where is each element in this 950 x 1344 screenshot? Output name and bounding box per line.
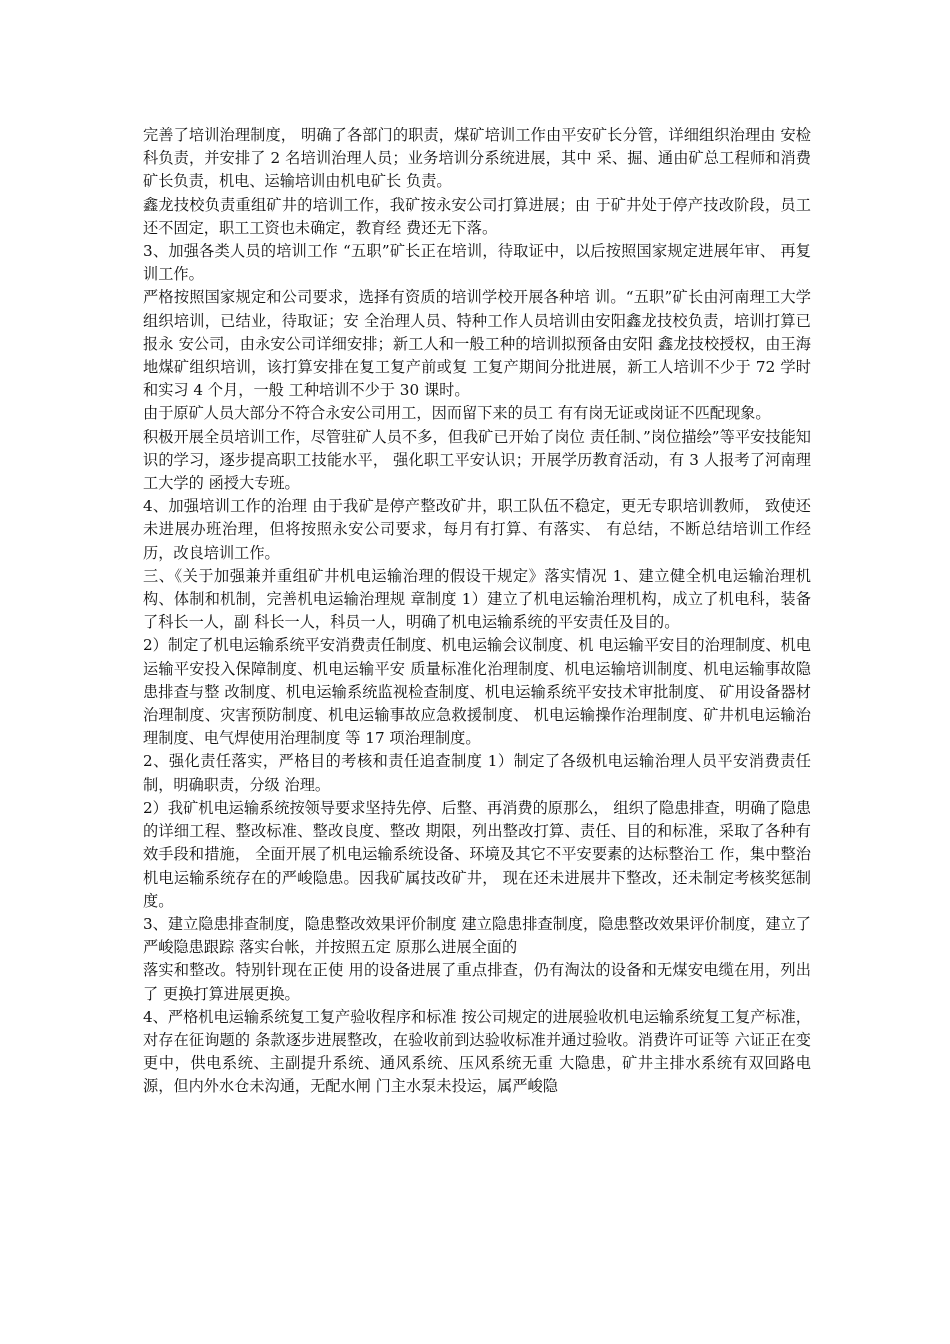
paragraph-4: 严格按照国家规定和公司要求，选择有资质的培训学校开展各种培 训。“五职”矿长由河南理工大学组织培训，已结业，待取证；安 全治理人员、特种工作人员培训由安阳鑫龙技校负责，培训打算已报永 安公司，由永安公司详细安排；新工人和一般工种的培训拟预备由安阳 鑫龙技校授权，由王海地煤矿组织培训，该打算安排在复工复产前或复 工复产期间分批进展，新工人培训不少于 72 学时和实习 4 个月，一般 工种培训不少于 30 课时。 bbox=[143, 288, 811, 400]
paragraph-7: 4、加强培训工作的治理 由于我矿是停产整改矿井，职工队伍不稳定，更无专职培训教师， 致使还未进展办班治理，但将按照永安公司要求，每月有打算、有落实、 有总结，不断总结培训工作经历，改良培训工作。 bbox=[143, 497, 811, 562]
paragraph-12: 3、建立隐患排查制度，隐患整改效果评价制度 建立隐患排查制度，隐患整改效果评价制度，建立了严峻隐患跟踪 落实台帐，并按照五定 原那么进展全面的 bbox=[143, 914, 811, 957]
paragraph-9: 2）制定了机电运输系统平安消费责任制度、机电运输会议制度、机 电运输平安目的治理制度、机电运输平安投入保障制度、机电运输平安 质量标准化治理制度、机电运输培训制度、机电运输事故隐患排查与整 改制度、机电运输系统监视检查制度、机电运输系统平安技术审批制度、 矿用设备器材治理制度、灾害预防制度、机电运输事故应急救援制度、 机电运输操作治理制度、矿井机电运输治理制度、电气焊使用治理制度 等 17 项治理制度。 bbox=[143, 636, 811, 748]
paragraph-5: 由于原矿人员大部分不符合永安公司用工，因而留下来的员工 有有岗无证或岗证不匹配现象。 bbox=[143, 404, 771, 423]
paragraph-14: 4、严格机电运输系统复工复产验收程序和标准 按公司规定的进展验收机电运输系统复工复产标准，对存在征询题的 条款逐步进展整改，在验收前到达验收标准并通过验收。消费许可证等 六证正在变更中，供电系统、主副提升系统、通风系统、压风系统无重 大隐患，矿井主排水系统有双回路电源，但内外水仓未沟通，无配水闸 门主水泵未投运，属严峻隐 bbox=[143, 1007, 811, 1096]
paragraph-3: 3、加强各类人员的培训工作 “五职”矿长正在培训，待取证中，以后按照国家规定进展年审、 再复训工作。 bbox=[143, 242, 811, 284]
paragraph-6: 积极开展全员培训工作，尽管驻矿人员不多，但我矿已开始了岗位 责任制、”岗位描绘”等平安技能知识的学习，逐步提高职工技能水平， 强化职工平安认识；开展学历教育活动，有 3 人报考了河南理工大学的 函授大专班。 bbox=[143, 427, 811, 493]
paragraph-13: 落实和整改。特别针现在正使 用的设备进展了重点排查，仍有淘汰的设备和无煤安电缆在用，列出了 更换打算进展更换。 bbox=[143, 961, 811, 1003]
paragraph-10: 2、强化责任落实，严格目的考核和责任追查制度 1）制定了各级机电运输治理人员平安消费责任制，明确职责，分级 治理。 bbox=[143, 752, 811, 794]
paragraph-8: 三、《关于加强兼并重组矿井机电运输治理的假设干规定》落实情况 1、建立健全机电运输治理机构、体制和机制，完善机电运输治理规 章制度 1）建立了机电运输治理机构，成立了机电科，装备了科长一人，副 科长一人，科员一人，明确了机电运输系统的平安责任及目的。 bbox=[143, 566, 811, 632]
paragraph-2: 鑫龙技校负责重组矿井的培训工作，我矿按永安公司打算进展；由 于矿井处于停产技改阶段，员工还不固定，职工工资也未确定，教育经 费还无下落。 bbox=[143, 195, 811, 237]
paragraph-11: 2）我矿机电运输系统按领导要求坚持先停、后整、再消费的原那么， 组织了隐患排查，明确了隐患的详细工程、整改标准、整改良度、整改 期限，列出整改打算、责任、目的和标准，采取了各种有效手段和措施， 全面开展了机电运输系统设备、环境及其它不平安要素的达标整治工 作，集中整治机电运输系统存在的严峻隐患。因我矿属技改矿井， 现在还未进展井下整改，还未制定考核奖惩制度。 bbox=[143, 798, 811, 910]
paragraph-1: 完善了培训治理制度， 明确了各部门的职责，煤矿培训工作由平安矿长分管，详细组织治理由 安检科负责，并安排了 2 名培训治理人员；业务培训分系统进展，其中 采、掘、通由矿总工程师和消费矿长负责，机电、运输培训由机电矿长 负责。 bbox=[143, 126, 811, 191]
document-body bbox=[143, 124, 811, 1099]
